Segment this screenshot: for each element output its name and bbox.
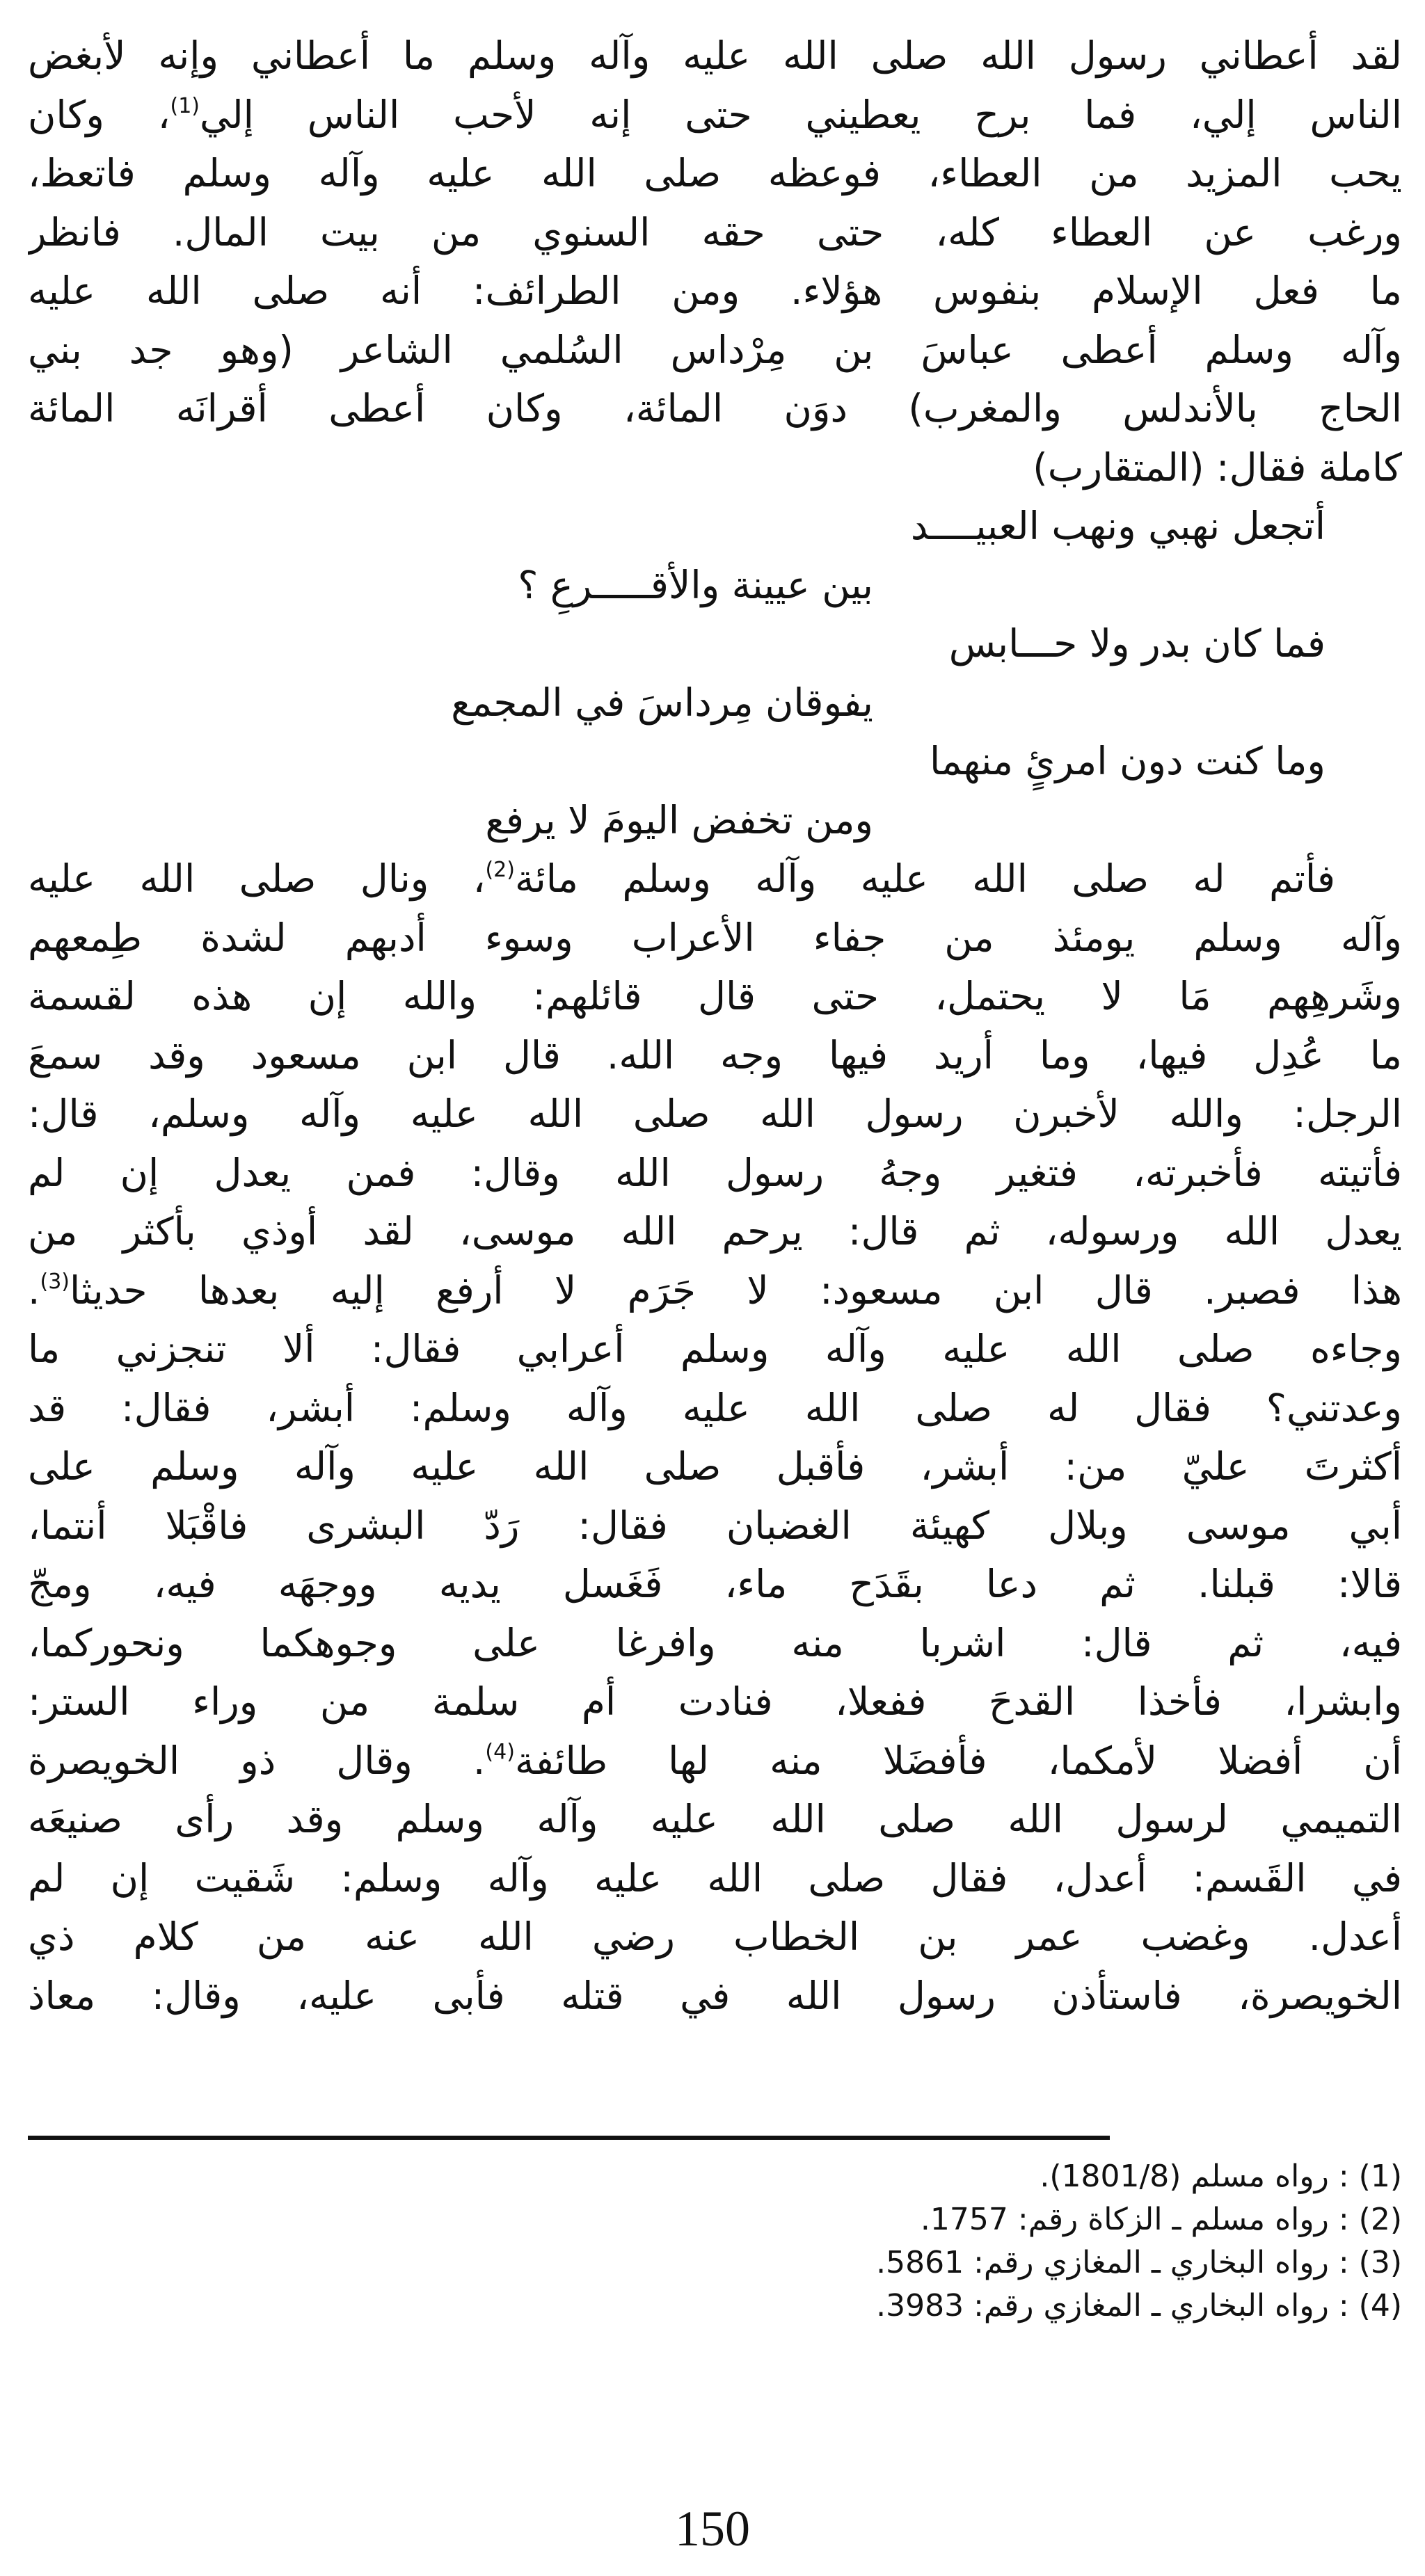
footnote-ref-4[interactable]: (4)	[485, 1739, 515, 1764]
text-line	[28, 1261, 1402, 1320]
poem-verse: ومن تخفض اليومَ لا يرفع	[485, 797, 873, 842]
text-line: الحاج بالأندلس والمغرب) دوَن المائة، وكان أعطى أقرانَه المائة	[28, 386, 1402, 431]
page-number: 150	[675, 2501, 750, 2557]
text-line: التميمي لرسول الله صلى الله عليه وآله وسلم وقد رأى صنيعَه	[28, 1797, 1402, 1841]
footnote-item: (1) : رواه مسلم (1801/8).	[1040, 2159, 1402, 2194]
footnote-item: (4) : رواه البخاري ـ المغازي رقم: 3983.	[876, 2288, 1402, 2323]
poem-verse: يفوقان مِرداسَ في المجمع	[451, 680, 873, 725]
text-segment: فأتم له صلى الله عليه وآله وسلم مائة	[514, 856, 1335, 901]
text-segment: هذا فصبر. قال ابن مسعود: لا جَرَم لا أرفع إليه بعدها حديثا	[70, 1267, 1402, 1313]
text-line: في القَسم: أعدل، فقال صلى الله عليه وآله وسلم: شَقيت إن لم	[28, 1855, 1402, 1901]
text-line: فيه، ثم قال: اشربا منه وافرغا على وجوهكما ونحوركما،	[28, 1620, 1402, 1665]
text-line: وآله وسلم أعطى عباسَ بن مِرْداس السُلمي الشاعر (وهو جد بني	[28, 327, 1402, 372]
text-line: ورغب عن العطاء كله، حتى حقه السنوي من بيت المال. فانظر	[28, 209, 1402, 255]
text-line	[28, 849, 1402, 909]
text-line: الخويصرة، فاستأذن رسول الله في قتله فأبى عليه، وقال: معاذ	[28, 1973, 1402, 2018]
text-segment: .	[28, 1267, 40, 1313]
text-line: ما فعل الإسلام بنفوس هؤلاء. ومن الطرائف: أنه صلى الله عليه	[28, 269, 1402, 313]
text-line: قالا: قبلنا. ثم دعا بقَدَح ماء، فَغَسل يديه ووجهَه فيه، ومجّ	[28, 1562, 1402, 1606]
text-line: أبي موسى وبلال كهيئة الغضبان فقال: رَدّ البشرى فاقْبَلا أنتما،	[28, 1503, 1402, 1548]
text-segment: . وقال ذو الخويصرة	[28, 1738, 486, 1783]
footnotes	[28, 2155, 1402, 2328]
poem-verse: أتجعل نهبي ونهب العبيــــد	[910, 504, 1326, 548]
text-line: أكثرتَ عليّ من: أبشر، فأقبل صلى الله عليه وآله وسلم على	[28, 1444, 1402, 1489]
poem-verse: بين عيينة والأقـــــرعِ ؟	[518, 562, 873, 607]
poem-verse: وما كنت دون امرئٍ منهما	[929, 739, 1326, 783]
text-segment: ، وكان	[28, 92, 170, 137]
footnote-ref-1[interactable]: (1)	[170, 93, 200, 118]
footnote-ref-3[interactable]: (3)	[40, 1269, 70, 1294]
text-line: كاملة فقال: (المتقارب)	[1033, 445, 1402, 490]
poem	[28, 497, 1402, 849]
text-line: وشَرهِهم مَا لا يحتمل، حتى قال قائلهم: والله إن هذه لقسمة	[28, 974, 1402, 1018]
text-line	[28, 86, 1402, 145]
text-segment: ، ونال صلى الله عليه	[28, 856, 486, 901]
footnote-item: (2) : رواه مسلم ـ الزكاة رقم: 1757.	[920, 2202, 1402, 2237]
text-line: يحب المزيد من العطاء، فوعظه صلى الله عليه وآله وسلم فاتعظ،	[28, 151, 1402, 195]
text-segment: الناس إلي، فما برح يعطيني حتى إنه لأحب الناس إلي	[200, 92, 1402, 137]
text-line: أعدل. وغضب عمر بن الخطاب رضي الله عنه من كلام ذي	[28, 1914, 1402, 1959]
footnote-ref-2[interactable]: (2)	[485, 858, 515, 882]
text-line: وابشرا، فأخذا القدحَ ففعلا، فنادت أم سلمة من وراء الستر:	[28, 1679, 1402, 1724]
text-segment: أن أفضلا لأمكما، فأفضَلا منه لها طائفة	[514, 1738, 1402, 1783]
text-line: وآله وسلم يومئذ من جفاء الأعراب وسوء أدبهم لشدة طِمعهم	[28, 915, 1402, 960]
poem-verse: فما كان بدر ولا حـــابس	[948, 621, 1326, 666]
text-line: لقد أعطاني رسول الله صلى الله عليه وآله وسلم ما أعطاني وإنه لأبغض	[28, 33, 1402, 78]
text-line	[28, 1731, 1402, 1791]
text-line: فأتيته فأخبرته، فتغير وجهُ رسول الله وقال: فمن يعدل إن لم	[28, 1150, 1402, 1195]
text-line: وجاءه صلى الله عليه وآله وسلم أعرابي فقال: ألا تنجزني ما	[28, 1327, 1402, 1371]
text-line: يعدل الله ورسوله، ثم قال: يرحم الله موسى، لقد أوذي بأكثر من	[28, 1209, 1402, 1254]
text-line: ما عُدِل فيها، وما أريد فيها وجه الله. قال ابن مسعود وقد سمعَ	[28, 1032, 1402, 1078]
main-text	[28, 26, 1402, 2025]
footnote-item: (3) : رواه البخاري ـ المغازي رقم: 5861.	[876, 2245, 1402, 2280]
text-line: الرجل: والله لأخبرن رسول الله صلى الله عليه وآله وسلم، قال:	[28, 1091, 1402, 1136]
text-line: وعدتني؟ فقال له صلى الله عليه وآله وسلم: أبشر، فقال: قد	[28, 1385, 1402, 1430]
footnote-divider	[28, 2136, 1110, 2140]
